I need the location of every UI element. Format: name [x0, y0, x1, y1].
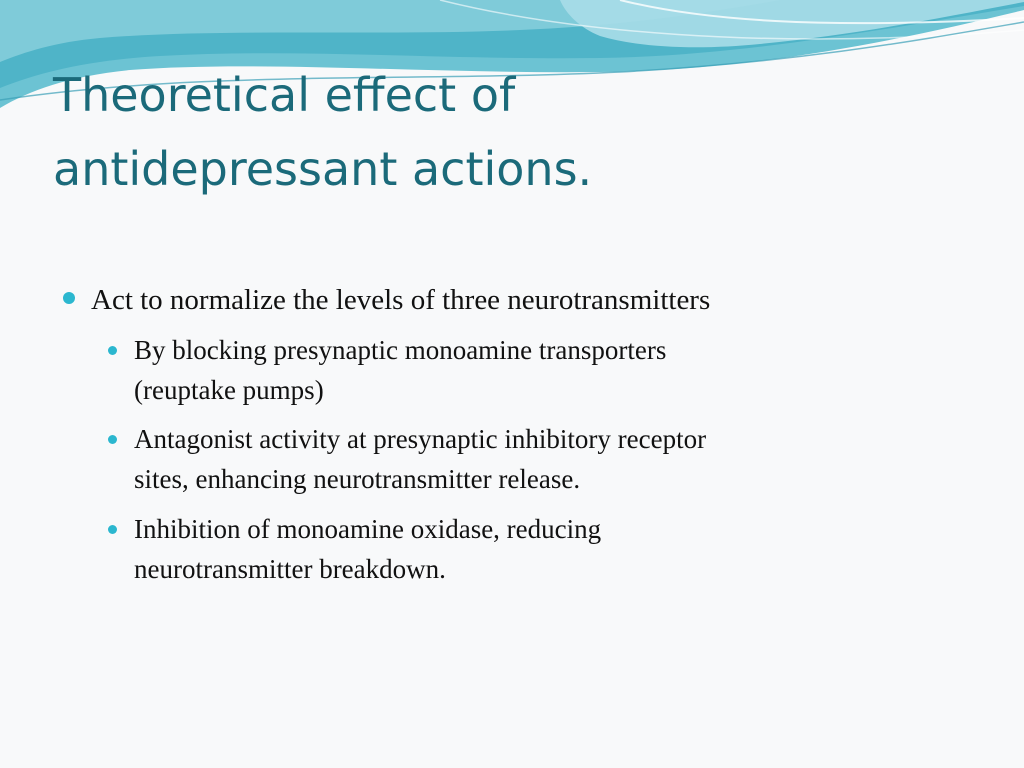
bullet-text: [134, 419, 934, 499]
bullet-text-line: Inhibition of monoamine oxidase, reducing: [134, 514, 602, 544]
bullet-text-line: sites, enhancing neurotransmitter release.: [134, 464, 581, 494]
bullet-dot-icon: [108, 435, 117, 444]
bullet-dot-icon: [108, 525, 117, 534]
bullet-text-line: (reuptake pumps): [134, 375, 324, 405]
title-line-1: Theoretical effect of: [53, 68, 516, 122]
bullet-text: [134, 330, 934, 410]
title-line-2: antidepressant actions.: [53, 142, 593, 196]
bullet-dot-icon: [63, 292, 75, 304]
bullet-text-line: neurotransmitter breakdown.: [134, 554, 446, 584]
bullet-text-line: By blocking presynaptic monoamine transporters: [134, 335, 667, 365]
bullet-text: Act to normalize the levels of three neurotransmitters: [91, 284, 711, 316]
bullet-text: [134, 509, 934, 589]
bullet-dot-icon: [108, 346, 117, 355]
bullet-text-line: Antagonist activity at presynaptic inhibitory receptor: [134, 424, 707, 454]
